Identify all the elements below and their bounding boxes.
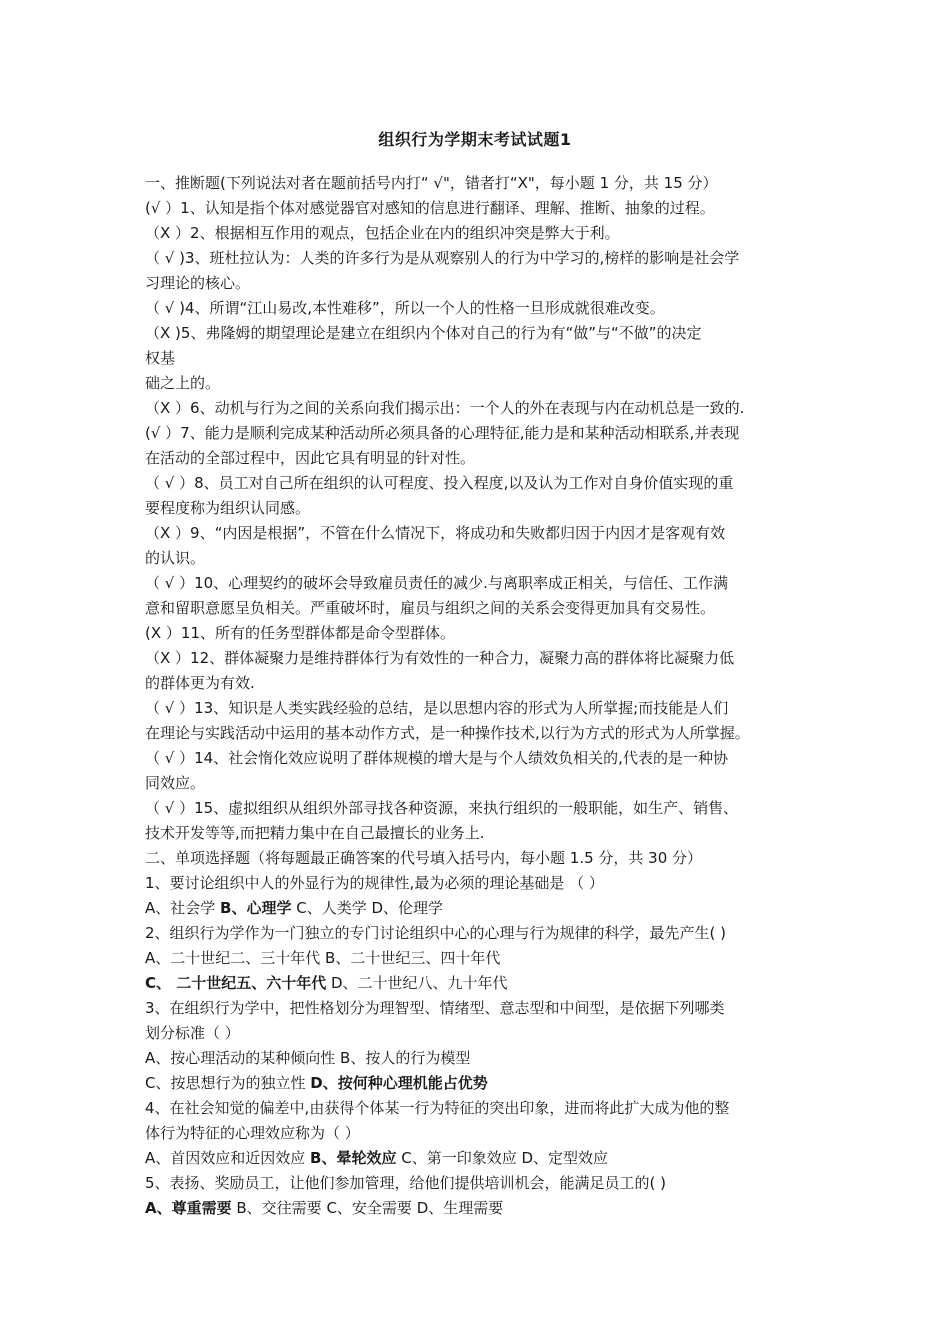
text-line — [145, 921, 835, 946]
line-text: （X ）9、“内因是根据”，不管在什么情况下，将成功和失败都归因于内因才是客观有效 — [145, 524, 726, 542]
bold-answer-text: A、尊重需要 — [145, 1199, 232, 1217]
line-text: （ √ ）10、心理契约的破坏会导致雇员责任的减少.与离职率成正相关，与信任、工作满 — [145, 574, 728, 592]
line-text: C、第一印象效应 D、定型效应 — [396, 1149, 609, 1167]
bold-answer-text: B、心理学 — [220, 899, 292, 917]
line-text: (√ ）7、能力是顺利完成某种活动所必须具备的心理特征,能力是和某种活动相联系,并表现 — [145, 424, 740, 442]
line-text: 的认识。 — [145, 549, 206, 567]
text-line — [145, 996, 835, 1021]
line-text: 权基 — [145, 349, 176, 367]
bold-answer-text: C、 二十世纪五、六十年代 — [145, 974, 327, 992]
line-text: A、首因效应和近因效应 — [145, 1149, 311, 1167]
line-text: 2、组织行为学作为一门独立的专门讨论组织中心的心理与行为规律的科学，最先产生( ) — [145, 924, 727, 942]
line-text: （X ）2、根据相互作用的观点，包括企业在内的组织冲突是弊大于利。 — [145, 224, 620, 242]
line-text: C、按思想行为的独立性 — [145, 1074, 311, 1092]
text-line — [145, 1196, 835, 1221]
text-line — [145, 971, 835, 996]
text-line — [145, 1021, 835, 1046]
line-text: （ √ ）14、社会惰化效应说明了群体规模的增大是与个人绩效负相关的,代表的是一种协 — [145, 749, 728, 767]
text-line — [145, 221, 835, 246]
text-line — [145, 646, 835, 671]
line-text: 要程度称为组织认同感。 — [145, 499, 311, 517]
line-text: D、二十世纪八、九十年代 — [326, 974, 508, 992]
line-text: （ √ ）8、员工对自己所在组织的认可程度、投入程度,以及认为工作对自身价值实现的重 — [145, 474, 734, 492]
line-text: 1、要讨论组织中人的外显行为的规律性,最为必须的理论基础是 （ ） — [145, 874, 604, 892]
text-line — [145, 1146, 835, 1171]
line-text: 体行为特征的心理效应称为（ ） — [145, 1124, 360, 1142]
line-text: 技术开发等等,而把精力集中在自己最擅长的业务上. — [145, 824, 485, 842]
text-line — [145, 1046, 835, 1071]
text-line — [145, 421, 835, 446]
line-text: 一、推断题(下列说法对者在题前括号内打“ √"，错者打“X"，每小题 1 分，共 15 分） — [145, 174, 718, 192]
text-line — [145, 471, 835, 496]
line-text: 5、表扬、奖励员工，让他们参加管理，给他们提供培训机会，能满足员工的( ) — [145, 1174, 667, 1192]
text-line — [145, 496, 835, 521]
text-line — [145, 346, 835, 371]
bold-answer-text: B、晕轮效应 — [310, 1149, 397, 1167]
text-line — [145, 446, 835, 471]
line-text: 础之上的。 — [145, 374, 221, 392]
bold-answer-text: D、按何种心理机能占优势 — [310, 1074, 488, 1092]
text-line — [145, 396, 835, 421]
line-text: 在理论与实践活动中运用的基本动作方式，是一种操作技术,以行为方式的形式为人所掌握。 — [145, 724, 750, 742]
line-text: B、交往需要 C、安全需要 D、生理需要 — [231, 1199, 504, 1217]
text-line — [145, 796, 835, 821]
line-text: A、二十世纪二、三十年代 B、二十世纪三、四十年代 — [145, 949, 501, 967]
line-text: （X ）12、群体凝聚力是维持群体行为有效性的一种合力，凝聚力高的群体将比凝聚力低 — [145, 649, 735, 667]
exam-content — [145, 171, 835, 1221]
line-text: 划分标准（ ） — [145, 1024, 240, 1042]
text-line — [145, 896, 835, 921]
text-line — [145, 1071, 835, 1096]
page-title: 组织行为学期末考试试题1 — [378, 130, 572, 149]
text-line — [145, 846, 835, 871]
line-text: 习理论的核心。 — [145, 274, 251, 292]
text-line — [145, 671, 835, 696]
text-line — [145, 196, 835, 221]
text-line — [145, 271, 835, 296]
text-line — [145, 1096, 835, 1121]
line-text: （ √ )4、所谓“江山易改,本性难移”，所以一个人的性格一旦形成就很难改变。 — [145, 299, 665, 317]
line-text: 同效应。 — [145, 774, 206, 792]
text-line — [145, 321, 835, 346]
text-line — [145, 721, 835, 746]
line-text: 二、单项选择题（将每题最正确答案的代号填入括号内，每小题 1.5 分，共 30 分） — [145, 849, 703, 867]
text-line — [145, 746, 835, 771]
text-line — [145, 1121, 835, 1146]
text-line — [145, 246, 835, 271]
text-line — [145, 296, 835, 321]
text-line — [145, 596, 835, 621]
text-line — [145, 821, 835, 846]
text-line — [145, 371, 835, 396]
text-line — [145, 546, 835, 571]
line-text: C、人类学 D、伦理学 — [291, 899, 444, 917]
text-line — [145, 946, 835, 971]
line-text: 的群体更为有效. — [145, 674, 255, 692]
text-line — [145, 571, 835, 596]
line-text: (X ）11、所有的任务型群体都是命令型群体。 — [145, 624, 455, 642]
line-text: （X )5、弗隆姆的期望理论是建立在组织内个体对自己的行为有“做”与“不做”的决定 — [145, 324, 702, 342]
text-line — [145, 1171, 835, 1196]
line-text: A、按心理活动的某种倾向性 B、按人的行为模型 — [145, 1049, 471, 1067]
line-text: 意和留职意愿呈负相关。严重破坏时，雇员与组织之间的关系会变得更加具有交易性。 — [145, 599, 716, 617]
text-line — [145, 171, 835, 196]
line-text: （X ）6、动机与行为之间的关系向我们揭示出：一个人的外在表现与内在动机总是一致的. — [145, 399, 745, 417]
text-line — [145, 521, 835, 546]
line-text: 4、在社会知觉的偏差中,由获得个体某一行为特征的突出印象，进而将此扩大成为他的整 — [145, 1099, 730, 1117]
line-text: （ √ ）13、知识是人类实践经验的总结，是以思想内容的形式为人所掌握;而技能是人们 — [145, 699, 729, 717]
line-text: （ √ )3、班杜拉认为：人类的许多行为是从观察别人的行为中学习的,榜样的影响是社会学 — [145, 249, 740, 267]
text-line — [145, 621, 835, 646]
line-text: A、社会学 — [145, 899, 221, 917]
line-text: 3、在组织行为学中，把性格划分为理智型、情绪型、意志型和中间型，是依据下列哪类 — [145, 999, 725, 1017]
line-text: 在活动的全部过程中，因此它具有明显的针对性。 — [145, 449, 476, 467]
text-line — [145, 871, 835, 896]
text-line — [145, 771, 835, 796]
line-text: （ √ ）15、虚拟组织从组织外部寻找各种资源，来执行组织的一般职能，如生产、销售、 — [145, 799, 739, 817]
text-line — [145, 696, 835, 721]
line-text: (√ ）1、认知是指个体对感觉器官对感知的信息进行翻译、理解、推断、抽象的过程。 — [145, 199, 715, 217]
